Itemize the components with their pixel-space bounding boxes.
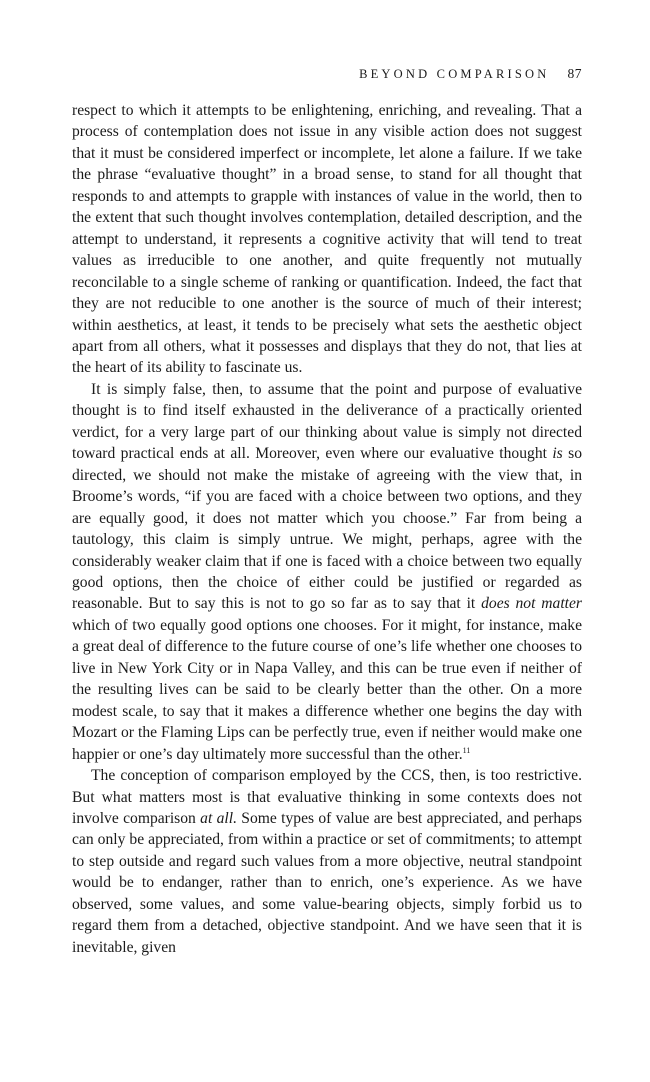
paragraph xyxy=(72,765,582,958)
paragraph-text: It is simply false, then, to assume that the point and purpose of evaluative thought is to find itself exhausted in the deliverance of a practically oriented verdict, for a very large part of our thinking about value is simply not directed toward practical ends at all. Moreover, even where our evaluative thought xyxy=(72,380,582,463)
paragraph-text: Some types of value are best appreciated, and perhaps can only be appreciated, from within a practice or set of commitments; to attempt to step outside and regard such values from a more objective, neutral standpoint would be to endanger, rather than to enrich, one’s experience. As we have observed, some values, and some value-bearing objects, simply forbid us to regard them from a detached, objective standpoint. And we have seen that it is inevitable, given xyxy=(72,809,582,956)
emphasis: is xyxy=(552,445,563,463)
footnote-marker: 11 xyxy=(462,745,471,755)
running-head-title: BEYOND COMPARISON xyxy=(359,67,550,81)
emphasis: does not matter xyxy=(481,595,582,613)
body-text xyxy=(72,100,582,958)
running-head xyxy=(72,66,582,86)
paragraph xyxy=(72,100,582,379)
page-number: 87 xyxy=(567,66,582,81)
paragraph-text: The conception of comparison employed by the CCS, then, is too restrictive. But what matters most is that evaluative thinking in some contexts does not involve comparison xyxy=(72,767,582,827)
paragraph-text: respect to which it attempts to be enlightening, enriching, and revealing. That a process of contemplation does not issue in any visible action does not suggest that it must be considered imperfect or incomplete, let alone a failure. If we take the phrase “evaluative thought” in a broad sense, to stand for all thought that responds to and attempts to grapple with instances of value in the world, then to the extent that such thought involves contemplation, detailed description, and the attempt to understand, it represents a cognitive activity that will tend to treat values as irreducible to one another, and quite frequently not mutually reconcilable to a single scheme of ranking or quantification. Indeed, the fact that they are not reducible to one another is the source of much of their interest; within aesthetics, at least, it tends to be precisely what sets the aesthetic object apart from all others, what it possesses and displays that they do not, that lies at the heart of its ability to fascinate us. xyxy=(72,102,582,377)
paragraph-text: which of two equally good options one chooses. For it might, for instance, make a great deal of difference to the future course of one’s life whether one chooses to live in New York City or in Napa Valley, and this can be true even if neither of the resulting lives can be said to be clearly better than the other. On a more modest scale, to say that it makes a difference whether one begins the day with Mozart or the Flaming Lips can be perfectly true, even if neither would make one happier or one’s day ultimately more successful than the other. xyxy=(72,616,582,763)
emphasis: at all. xyxy=(200,809,237,827)
paragraph xyxy=(72,379,582,765)
paragraph-text: so directed, we should not make the mistake of agreeing with the view that, in Broome’s words, “if you are faced with a choice between two options, and they are equally good, it does not matter which you choose.” Far from being a tautology, this claim is simply untrue. We might, perhaps, agree with the considerably weaker claim that if one is faced with a choice between two equally good options, then the choice of either could be justified or regarded as reasonable. But to say this is not to go so far as to say that it xyxy=(72,445,583,613)
